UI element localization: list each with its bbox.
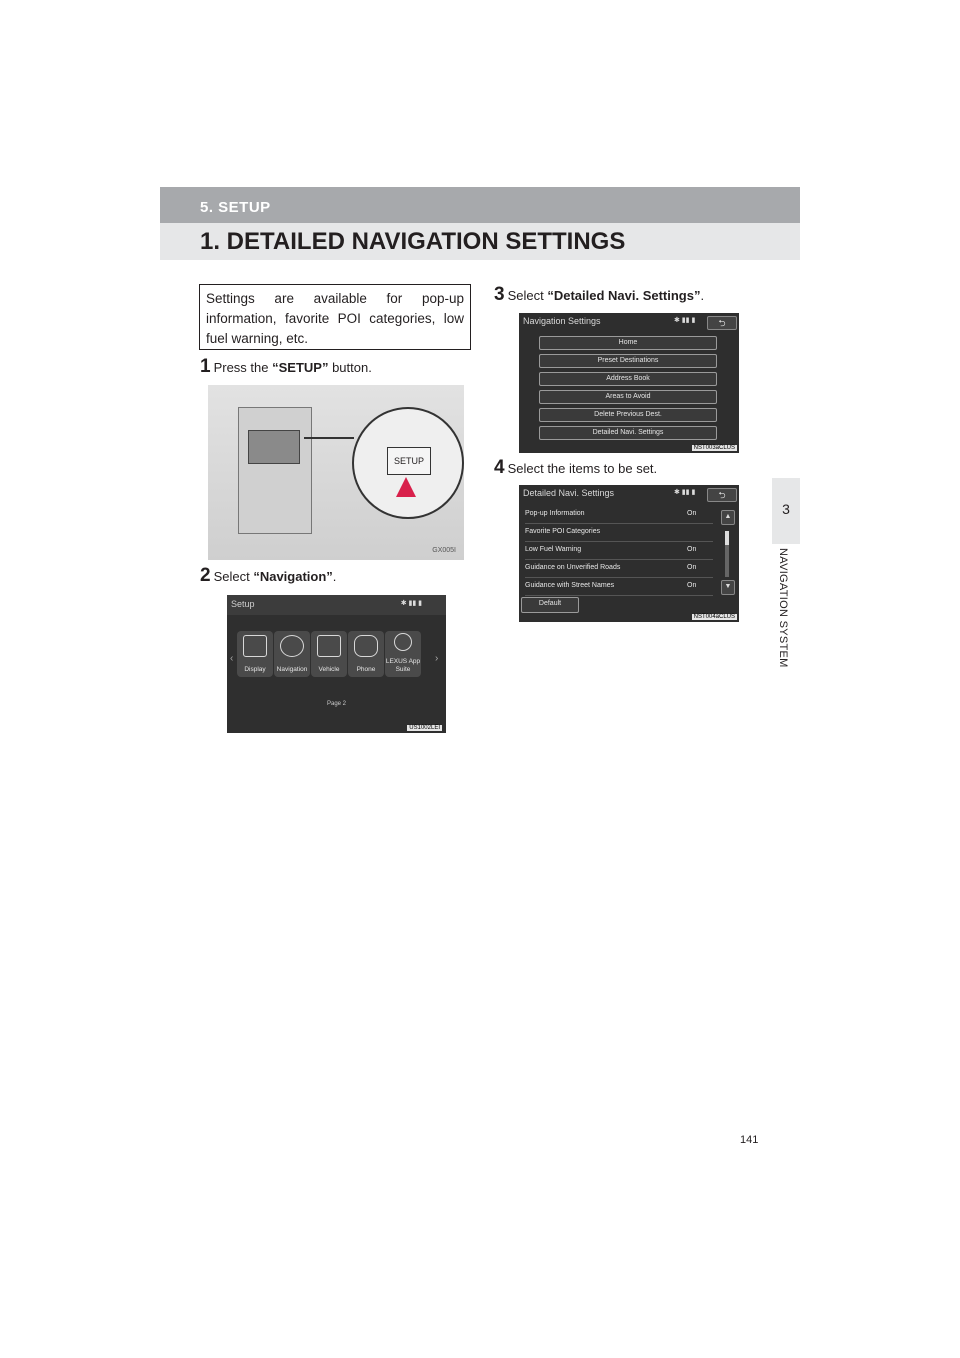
figure-code: US1002LEI [409,725,440,731]
chapter-header [160,223,800,260]
navigation-label: Navigation [276,666,308,673]
chapter-side-label-text: NAVIGATION SYSTEM [777,548,789,668]
menu-item-preset-destinations[interactable]: Preset Destinations [539,354,717,368]
step-1-suffix: button. [328,360,372,375]
page-indicator: Page 2 [326,701,347,707]
step-1 [200,356,372,378]
figure-code: GX005I [432,547,456,554]
screen-title: Setup [231,599,255,609]
setting-value: On [687,546,697,553]
page-title: 1. DETAILED NAVIGATION SETTINGS [200,228,626,255]
page-number: 141 [740,1134,759,1146]
chapter-tab [772,478,800,544]
setting-label: Low Fuel Warning [525,546,582,553]
section-title: 5. SETUP [200,199,271,216]
menu-item-address-book[interactable]: Address Book [539,372,717,386]
back-button[interactable]: ⮌ [707,488,737,502]
vehicle-button[interactable] [311,631,347,677]
default-button[interactable]: Default [521,597,579,613]
chevron-left-icon[interactable]: ‹ [230,653,234,664]
step-1-prefix: Press the [213,360,273,375]
setup-icon-row [237,631,422,677]
display-label: Display [244,666,266,673]
pointer-arrow-icon [396,477,416,497]
step-3-bold: “Detailed Navi. Settings” [547,288,701,303]
setting-label: Guidance on Unverified Roads [525,564,621,571]
scroll-up-button[interactable]: ▲ [721,510,735,525]
setting-row-favorite-poi-categories[interactable] [525,525,713,542]
display-icon [243,635,267,657]
step-1-number: 1 [200,356,211,377]
step-1-bold: “SETUP” [272,360,329,375]
phone-icon [354,635,378,657]
intro-box: Settings are available for pop-up information, favorite POI categories, low fuel warning, etc. [199,284,471,350]
console-screen [248,430,300,464]
figure-setup-screen [227,595,446,733]
step-3-suffix: . [700,288,705,303]
step-4 [494,457,657,479]
scroll-down-button[interactable]: ▼ [721,580,735,595]
step-2-number: 2 [200,565,211,586]
setup-button-illustration: SETUP [387,447,431,475]
setting-row-guidance-unverified-roads[interactable] [525,561,713,578]
step-3-prefix: Select [507,288,548,303]
navigation-button[interactable] [274,631,310,677]
phone-button[interactable] [348,631,384,677]
setting-value: On [687,582,697,589]
center-console [238,407,312,534]
setting-value: On [687,510,697,517]
figure-detailed-navi-settings-screen [519,485,739,622]
step-2-suffix: . [332,569,337,584]
menu-item-detailed-navi-settings[interactable]: Detailed Navi. Settings [539,426,717,440]
status-icons: ✱ ▮▮ ▮ [400,600,422,607]
status-icons: ✱ ▮▮ ▮ [674,317,696,324]
step-3-number: 3 [494,284,505,305]
setting-label: Pop-up Information [525,510,585,517]
step-4-prefix: Select the items to be set. [507,461,658,476]
lexus-logo-icon [394,633,412,651]
step-3 [494,284,704,306]
menu-item-delete-previous-dest[interactable]: Delete Previous Dest. [539,408,717,422]
figure-dashboard-photo [208,385,464,560]
lexus-app-suite-label: LEXUS App Suite [385,658,421,673]
section-header [160,187,800,223]
setting-row-guidance-street-names[interactable] [525,579,713,596]
step-4-number: 4 [494,457,505,478]
step-2-prefix: Select [213,569,254,584]
status-icons: ✱ ▮▮ ▮ [674,489,696,496]
callout-line [304,437,354,439]
setting-value: On [687,564,697,571]
figure-code: NST003aCLUS [693,445,735,451]
screen-title: Navigation Settings [523,316,601,326]
figure-navigation-settings-screen [519,313,739,453]
screen-title: Detailed Navi. Settings [523,488,615,498]
menu-item-areas-to-avoid[interactable]: Areas to Avoid [539,390,717,404]
chapter-tab-number: 3 [782,501,790,517]
lexus-app-suite-button[interactable] [385,631,421,677]
figure-code: NST004aCLUS [693,614,735,620]
setting-row-low-fuel-warning[interactable] [525,543,713,560]
setting-row-popup-information[interactable] [525,507,713,524]
phone-label: Phone [356,666,376,673]
setting-label: Guidance with Street Names [525,582,615,589]
scroll-thumb[interactable] [725,531,729,545]
display-button[interactable] [237,631,273,677]
back-button[interactable]: ⮌ [707,316,737,330]
chevron-right-icon[interactable]: › [435,653,439,664]
vehicle-label: Vehicle [318,666,340,673]
setting-label: Favorite POI Categories [525,528,601,535]
step-2 [200,565,336,587]
vehicle-icon [317,635,341,657]
chapter-side-label [775,548,799,708]
step-2-bold: “Navigation” [253,569,333,584]
navigation-icon [280,635,304,657]
menu-item-home[interactable]: Home [539,336,717,350]
callout-zoom [352,407,464,519]
